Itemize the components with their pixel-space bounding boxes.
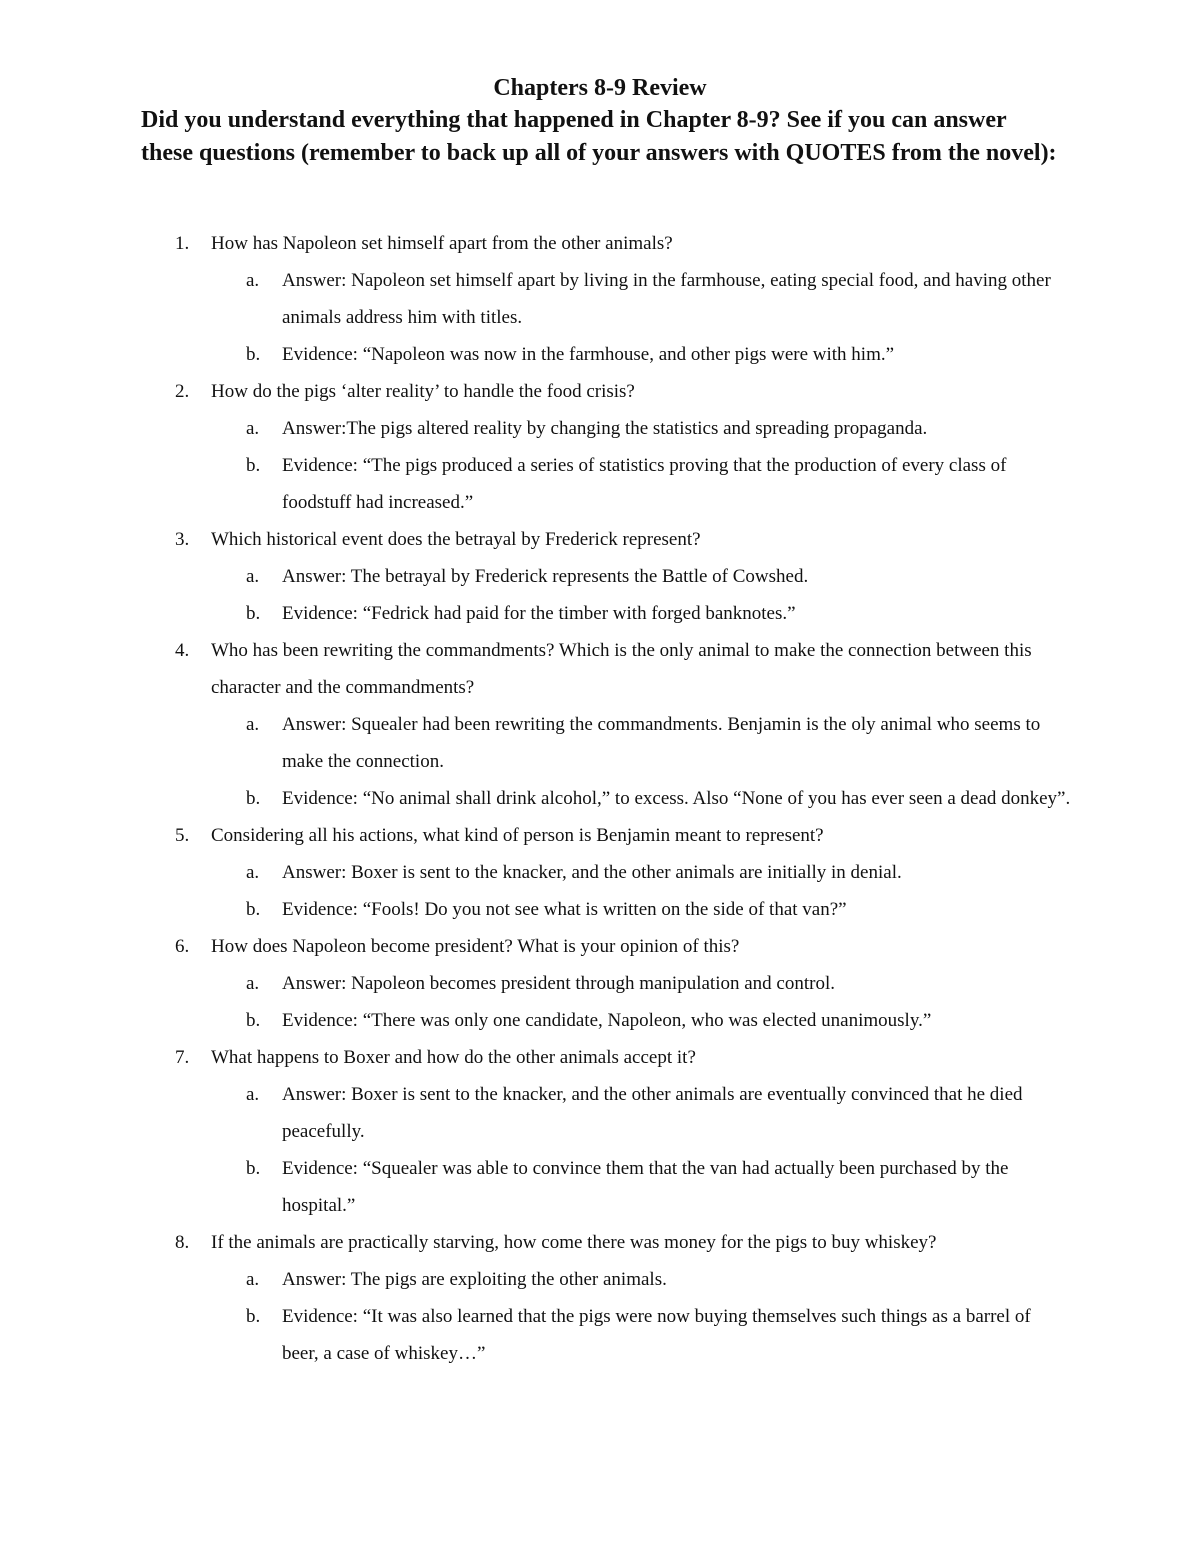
evidence-item	[211, 447, 1071, 521]
evidence-item	[211, 1002, 1071, 1039]
intro-instructions: Did you understand everything that happened in Chapter 8-9? See if you can answer these questions (remember to back up all of your answers with QUOTES from the novel):	[141, 107, 1057, 166]
evidence-marker: b.	[246, 1010, 261, 1031]
answer-text: Answer: Napoleon becomes president through manipulation and control.	[282, 973, 835, 994]
evidence-item	[211, 891, 1071, 928]
answer-text: Answer: The pigs are exploiting the other animals.	[282, 1269, 667, 1290]
evidence-marker: b.	[246, 899, 261, 920]
question-text: Which historical event does the betrayal by Frederick represent?	[211, 529, 701, 550]
question-number: 4.	[175, 640, 190, 661]
question-number: 3.	[175, 529, 190, 550]
question-number: 1.	[175, 233, 190, 254]
answer-marker: a.	[246, 862, 260, 883]
evidence-marker: b.	[246, 1306, 261, 1327]
question-item-1	[141, 225, 1071, 373]
answer-marker: a.	[246, 1269, 260, 1290]
answer-text: Answer: Napoleon set himself apart by living in the farmhouse, eating special food, and having other animals address him with titles.	[282, 270, 1051, 328]
answer-marker: a.	[246, 1084, 260, 1105]
answer-marker: a.	[246, 418, 260, 439]
answer-list	[211, 854, 1071, 928]
question-number: 6.	[175, 936, 190, 957]
question-text: Who has been rewriting the commandments? Which is the only animal to make the connection between this character and the commandments?	[211, 640, 1032, 698]
answer-list	[211, 965, 1071, 1039]
answer-text: Answer: Squealer had been rewriting the commandments. Benjamin is the oly animal who seems to make the connection.	[282, 714, 1041, 772]
answer-text: Answer: Boxer is sent to the knacker, and the other animals are initially in denial.	[282, 862, 902, 883]
question-text: How do the pigs ‘alter reality’ to handle the food crisis?	[211, 381, 635, 402]
evidence-text: Evidence: “Napoleon was now in the farmhouse, and other pigs were with him.”	[282, 344, 895, 365]
answer-text: Answer: Boxer is sent to the knacker, and the other animals are eventually convinced that he died peacefully.	[282, 1084, 1023, 1142]
evidence-text: Evidence: “Squealer was able to convince them that the van had actually been purchased by the hospital.”	[282, 1158, 1009, 1216]
answer-list	[211, 410, 1071, 521]
question-list	[141, 225, 1071, 1372]
evidence-item	[211, 1298, 1071, 1372]
answer-item	[211, 558, 1071, 595]
evidence-text: Evidence: “Fedrick had paid for the timber with forged banknotes.”	[282, 603, 796, 624]
evidence-item	[211, 1150, 1071, 1224]
answer-item	[211, 706, 1071, 780]
evidence-marker: b.	[246, 455, 261, 476]
evidence-marker: b.	[246, 1158, 261, 1179]
answer-item	[211, 1076, 1071, 1150]
question-number: 2.	[175, 381, 190, 402]
answer-list	[211, 706, 1071, 817]
evidence-text: Evidence: “It was also learned that the pigs were now buying themselves such things as a barrel of beer, a case of whiskey…”	[282, 1306, 1031, 1364]
evidence-marker: b.	[246, 603, 261, 624]
page-title: Chapters 8-9 Review	[493, 75, 707, 101]
evidence-item	[211, 336, 1071, 373]
evidence-text: Evidence: “There was only one candidate, Napoleon, who was elected unanimously.”	[282, 1010, 932, 1031]
evidence-item	[211, 780, 1071, 817]
question-item-5	[141, 817, 1071, 928]
answer-marker: a.	[246, 714, 260, 735]
evidence-text: Evidence: “Fools! Do you not see what is written on the side of that van?”	[282, 899, 847, 920]
question-item-3	[141, 521, 1071, 632]
evidence-text: Evidence: “The pigs produced a series of statistics proving that the production of every class of foodstuff had increased.”	[282, 455, 1007, 513]
question-text: What happens to Boxer and how do the other animals accept it?	[211, 1047, 696, 1068]
question-text: How has Napoleon set himself apart from the other animals?	[211, 233, 673, 254]
evidence-text: Evidence: “No animal shall drink alcohol,” to excess. Also “None of you has ever seen a dead donkey”.	[282, 788, 1071, 809]
question-text: How does Napoleon become president? What is your opinion of this?	[211, 936, 740, 957]
answer-text: Answer: The betrayal by Frederick represents the Battle of Cowshed.	[282, 566, 809, 587]
question-number: 8.	[175, 1232, 190, 1253]
question-item-8	[141, 1224, 1071, 1372]
question-item-2	[141, 373, 1071, 521]
answer-list	[211, 1261, 1071, 1372]
answer-list	[211, 1076, 1071, 1224]
question-number: 5.	[175, 825, 190, 846]
evidence-marker: b.	[246, 344, 261, 365]
answer-text: Answer:The pigs altered reality by changing the statistics and spreading propaganda.	[282, 418, 928, 439]
evidence-marker: b.	[246, 788, 261, 809]
answer-item	[211, 854, 1071, 891]
answer-item	[211, 1261, 1071, 1298]
answer-item	[211, 262, 1071, 336]
answer-list	[211, 262, 1071, 373]
question-text: If the animals are practically starving, how come there was money for the pigs to buy whiskey?	[211, 1232, 937, 1253]
question-item-4	[141, 632, 1071, 817]
question-number: 7.	[175, 1047, 190, 1068]
answer-item	[211, 965, 1071, 1002]
answer-marker: a.	[246, 973, 260, 994]
answer-list	[211, 558, 1071, 632]
question-item-7	[141, 1039, 1071, 1224]
question-text: Considering all his actions, what kind of person is Benjamin meant to represent?	[211, 825, 824, 846]
answer-marker: a.	[246, 566, 260, 587]
answer-marker: a.	[246, 270, 260, 291]
answer-item	[211, 410, 1071, 447]
question-item-6	[141, 928, 1071, 1039]
evidence-item	[211, 595, 1071, 632]
